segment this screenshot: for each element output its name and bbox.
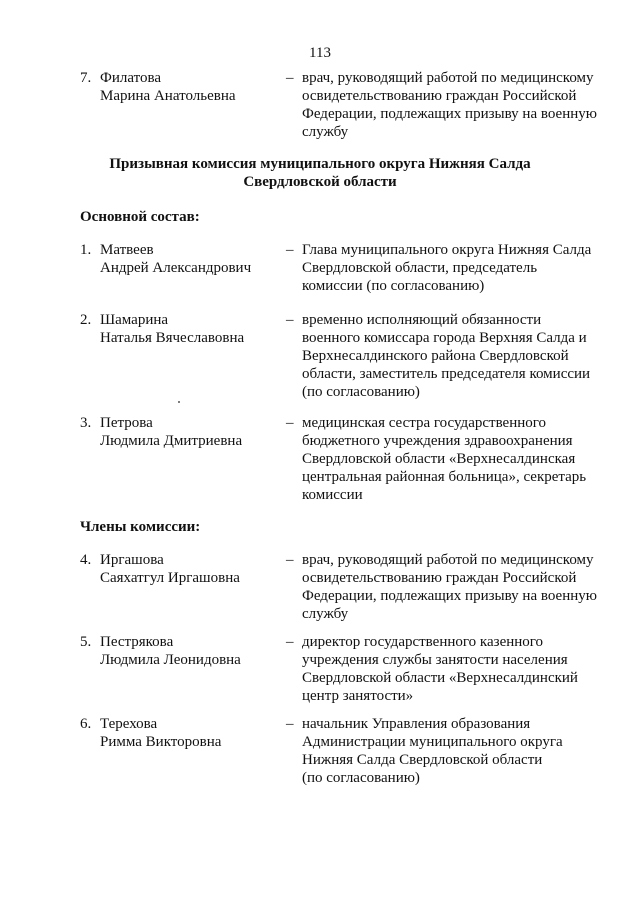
role-line: медицинская сестра государственного — [302, 415, 547, 431]
role-line: Свердловской области «Верхнесалдинская — [302, 451, 576, 467]
role-line: Верхнесалдинского района Свердловской — [302, 348, 569, 364]
entry-number: 6. — [80, 716, 92, 732]
member-given-name: Андрей Александрович — [100, 260, 252, 276]
role-line: службу — [302, 124, 349, 140]
entry-number: 4. — [80, 552, 92, 568]
role-line: директор государственного казенного — [302, 634, 544, 650]
dash: – — [286, 552, 294, 568]
role-line: бюджетного учреждения здравоохранения — [302, 433, 573, 449]
entry-number: 3. — [80, 415, 92, 431]
role-line: начальник Управления образования — [302, 716, 531, 732]
commission-title — [0, 155, 640, 191]
section-main-heading: Основной состав: — [80, 209, 200, 225]
dash: – — [286, 415, 294, 431]
member-surname: Шамарина — [100, 312, 169, 328]
role-line: Федерации, подлежащих призыву на военную — [302, 106, 597, 122]
member-given-name: Марина Анатольевна — [100, 88, 236, 104]
member-surname: Пестрякова — [100, 634, 174, 650]
member-given-name: Саяхатгул Иргашовна — [100, 570, 240, 586]
scan-speck — [178, 401, 180, 403]
entry-number: 7. — [80, 70, 92, 86]
dash: – — [286, 242, 294, 258]
dash: – — [286, 312, 294, 328]
dash: – — [286, 70, 294, 86]
member-role — [302, 69, 607, 141]
member-given-name: Наталья Вячеславовна — [100, 330, 245, 346]
member-surname: Матвеев — [100, 242, 154, 258]
member-given-name: Людмила Дмитриевна — [100, 433, 243, 449]
entry-number: 1. — [80, 242, 92, 258]
dash: – — [286, 634, 294, 650]
member-surname: Иргашова — [100, 552, 164, 568]
member-role — [302, 414, 607, 504]
role-line: Нижняя Салда Свердловской области — [302, 752, 543, 768]
role-line: (по согласованию) — [302, 384, 420, 400]
role-line: врач, руководящий работой по медицинскому — [302, 70, 594, 86]
member-given-name: Людмила Леонидовна — [100, 652, 241, 668]
member-role — [302, 715, 607, 787]
role-line: (по согласованию) — [302, 770, 420, 786]
title-line: Свердловской области — [243, 174, 397, 190]
member-role — [302, 311, 607, 401]
role-line: врач, руководящий работой по медицинскому — [302, 552, 594, 568]
member-name — [100, 69, 280, 105]
member-name — [100, 241, 280, 277]
role-line: службу — [302, 606, 349, 622]
role-line: Глава муниципального округа Нижняя Салда — [302, 242, 592, 258]
member-given-name: Римма Викторовна — [100, 734, 222, 750]
title-line: Призывная комиссия муниципального округа Нижняя Салда — [109, 156, 531, 172]
page-number: 113 — [309, 45, 331, 61]
role-line: военного комиссара города Верхняя Салда и — [302, 330, 587, 346]
role-line: комиссии (по согласованию) — [302, 278, 485, 294]
member-name — [100, 551, 280, 587]
role-line: области, заместитель председателя комиссии — [302, 366, 591, 382]
member-role — [302, 633, 607, 705]
role-line: учреждения службы занятости населения — [302, 652, 568, 668]
dash: – — [286, 716, 294, 732]
role-line: Федерации, подлежащих призыву на военную — [302, 588, 597, 604]
role-line: освидетельствованию граждан Российской — [302, 570, 577, 586]
role-line: Свердловской области «Верхнесалдинский — [302, 670, 578, 686]
role-line: Администрации муниципального округа — [302, 734, 563, 750]
role-line: центральная районная больница», секретарь — [302, 469, 587, 485]
member-name — [100, 414, 280, 450]
entry-number: 2. — [80, 312, 92, 328]
role-line: Свердловской области, председатель — [302, 260, 538, 276]
member-surname: Филатова — [100, 70, 162, 86]
role-line: временно исполняющий обязанности — [302, 312, 542, 328]
role-line: освидетельствованию граждан Российской — [302, 88, 577, 104]
role-line: комиссии — [302, 487, 363, 503]
member-role — [302, 551, 607, 623]
member-name — [100, 633, 280, 669]
member-name — [100, 715, 280, 751]
member-role — [302, 241, 607, 295]
member-surname: Терехова — [100, 716, 158, 732]
entry-number: 5. — [80, 634, 92, 650]
role-line: центр занятости» — [302, 688, 414, 704]
member-name — [100, 311, 280, 347]
member-surname: Петрова — [100, 415, 153, 431]
section-members-heading: Члены комиссии: — [80, 519, 201, 535]
